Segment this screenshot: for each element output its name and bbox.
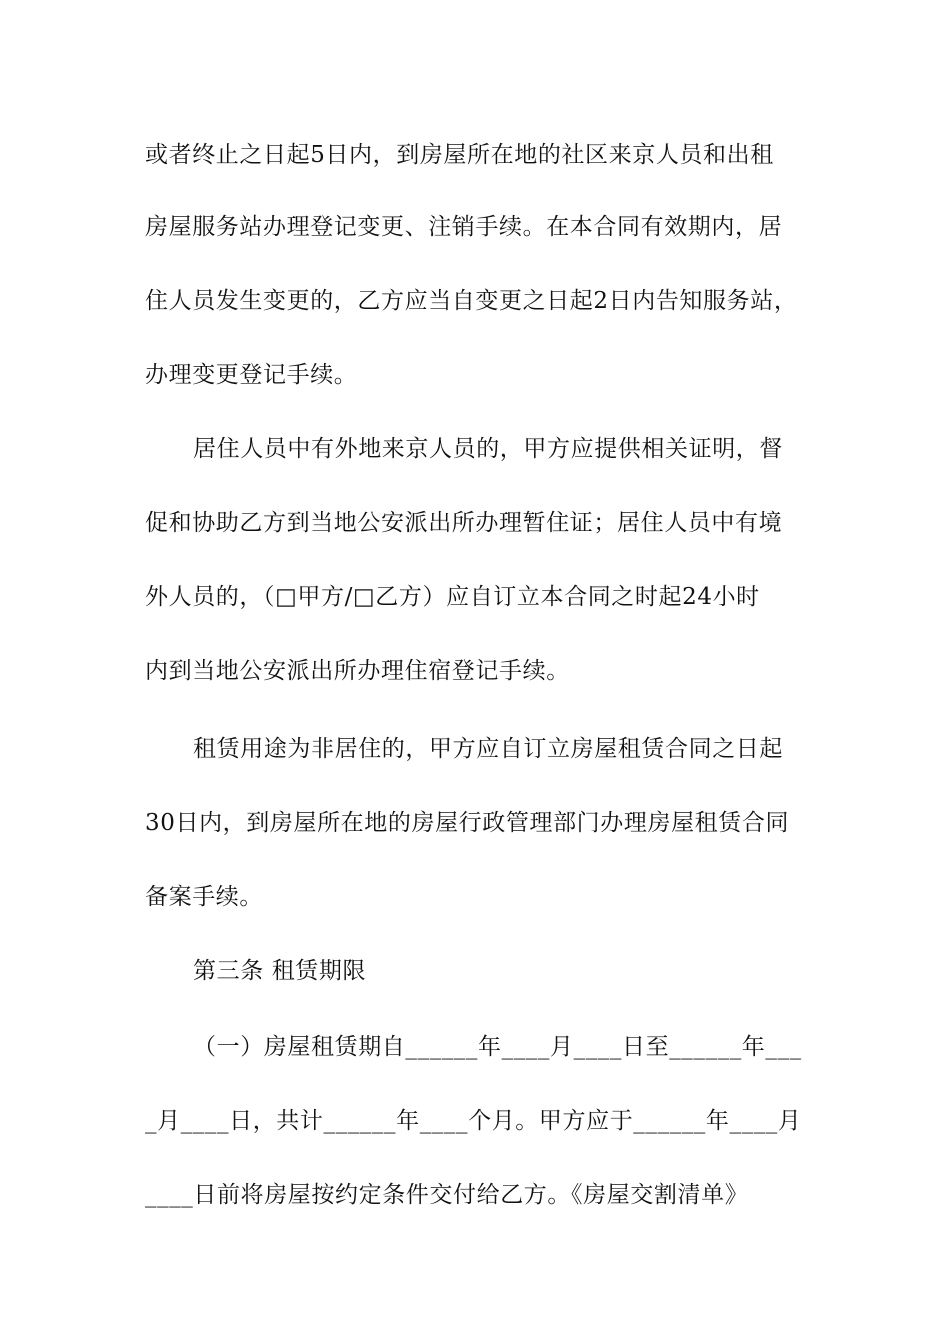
paragraph-line-4: 办理变更登记手续。: [145, 362, 358, 388]
paragraph-line-8: 内到当地公安派出所办理住宿登记手续。: [145, 658, 570, 684]
paragraph-line-3: 住人员发生变更的，乙方应当自变更之日起2日内告知服务站，: [145, 288, 798, 314]
paragraph-line-14: _月____日，共计______年____个月。甲方应于______年____月: [145, 1108, 802, 1134]
paragraph-line-9: 租赁用途为非居住的，甲方应自订立房屋租赁合同之日起: [193, 736, 783, 762]
paragraph-line-6: 促和协助乙方到当地公安派出所办理暂住证；居住人员中有境: [145, 510, 783, 536]
paragraph-line-15: ____日前将房屋按约定条件交付给乙方。《房屋交割清单》: [145, 1182, 749, 1208]
paragraph-line-5: 居住人员中有外地来京人员的，甲方应提供相关证明，督: [193, 436, 783, 462]
paragraph-line-13: （一）房屋租赁期自______年____月____日至______年___: [193, 1034, 802, 1060]
paragraph-line-11: 备案手续。: [145, 884, 263, 910]
paragraph-line-2: 房屋服务站办理登记变更、注销手续。在本合同有效期内，居: [145, 214, 783, 240]
paragraph-line-10: 30日内，到房屋所在地的房屋行政管理部门办理房屋租赁合同: [145, 810, 790, 836]
paragraph-line-1: 或者终止之日起5日内，到房屋所在地的社区来京人员和出租: [145, 142, 774, 168]
paragraph-line-7: 外人员的，（□甲方/□乙方）应自订立本合同之时起24小时: [145, 584, 760, 610]
section-heading: 第三条 租赁期限: [193, 958, 367, 984]
